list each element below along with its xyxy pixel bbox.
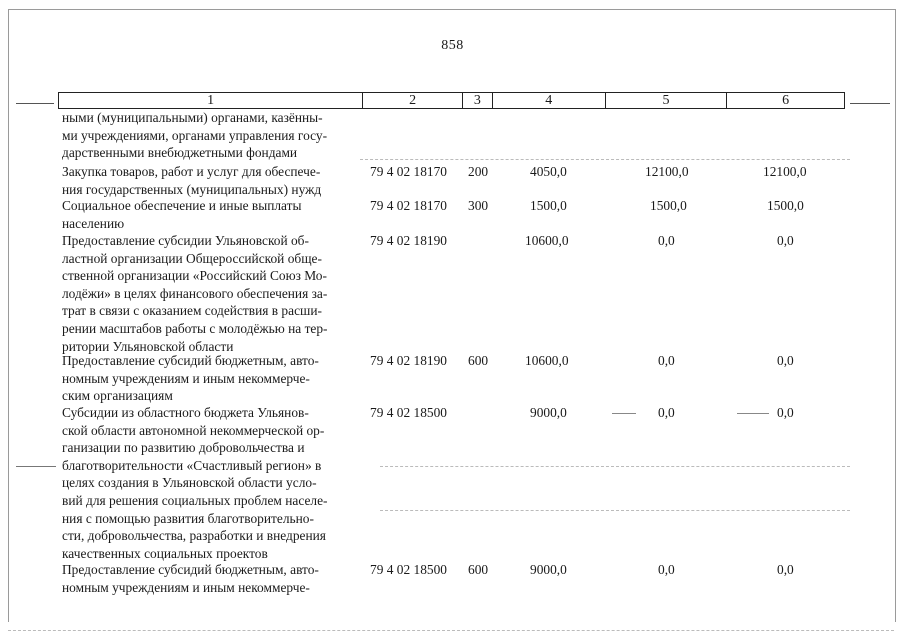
column-header-1: 1 (59, 93, 363, 108)
amount-col4: 9000,0 (530, 562, 567, 577)
table-row-description (62, 404, 359, 562)
amount-col4: 10600,0 (525, 353, 569, 368)
column-header-4: 4 (493, 93, 606, 108)
amount-col4: 9000,0 (530, 405, 567, 420)
scan-faint-rule (16, 466, 56, 468)
text-line: вий для решения социальных проблем населе- (62, 492, 328, 508)
amount-col6: 0,0 (777, 353, 794, 368)
scan-dash-mark (612, 413, 636, 414)
amount-col4: 4050,0 (530, 164, 567, 179)
target-article-code: 79 4 02 18500 (370, 405, 447, 420)
text-line: ритории Ульяновской области (62, 338, 234, 354)
text-line: Социальное обеспечение и иные выплаты (62, 198, 302, 213)
table-row-description (62, 109, 359, 162)
text-line: номным учреждениям и иным некоммерче- (62, 370, 310, 386)
amount-col5: 1500,0 (650, 198, 687, 213)
column-header-3: 3 (463, 93, 493, 108)
amount-col6: 12100,0 (763, 164, 807, 179)
text-line: ганизации по развитию добровольчества и (62, 440, 305, 456)
table-row-description (62, 163, 359, 198)
text-line: ской области автономной некоммерческой ор- (62, 422, 325, 438)
scan-faint-rule (8, 630, 894, 632)
text-line: качественных социальных проектов (62, 545, 268, 561)
target-article-code: 79 4 02 18170 (370, 164, 447, 179)
scan-faint-rule (380, 466, 850, 468)
amount-col4: 1500,0 (530, 198, 567, 213)
table-row-description (62, 561, 359, 596)
text-line: благотворительности «Счастливый регион» в (62, 457, 322, 473)
text-line: Предоставление субсидии Ульяновской об- (62, 233, 309, 248)
text-line: Предоставление субсидий бюджетным, авто- (62, 353, 319, 368)
target-article-code: 79 4 02 18500 (370, 562, 447, 577)
page-number: 858 (441, 38, 464, 53)
text-line: ными (муниципальными) органами, казённы- (62, 110, 323, 125)
expense-type-code: 600 (468, 562, 489, 577)
text-line: трат в связи с оказанием содействия в расши- (62, 303, 322, 319)
target-article-code: 79 4 02 18190 (370, 353, 447, 368)
amount-col4: 10600,0 (525, 233, 569, 248)
text-line: целях создания в Ульяновской области усло- (62, 475, 317, 491)
scan-faint-rule (380, 510, 850, 512)
text-line: дарственными внебюджетными фондами (62, 145, 298, 161)
amount-col6: 0,0 (777, 405, 794, 420)
amount-col5: 0,0 (658, 353, 675, 368)
amount-col6: 1500,0 (767, 198, 804, 213)
text-line: ственной организации «Российский Союз Мо- (62, 268, 327, 284)
column-header-6: 6 (782, 93, 790, 108)
amount-col5: 0,0 (658, 562, 675, 577)
text-line: населению (62, 215, 125, 231)
text-line: Закупка товаров, работ и услуг для обеспече- (62, 164, 321, 179)
amount-col5: 0,0 (658, 233, 675, 248)
text-line: номным учреждениям и иным некоммерче- (62, 579, 310, 595)
text-line: лодёжи» в целях финансового обеспечения за- (62, 285, 328, 301)
text-line: ским организациям (62, 388, 173, 404)
amount-col5: 0,0 (658, 405, 675, 420)
expense-type-code: 600 (468, 353, 489, 368)
text-line: ния с помощью развития благотворительно- (62, 510, 314, 526)
text-line: ластной организации Общероссийской обще- (62, 250, 322, 266)
table-row-description (62, 232, 359, 355)
table-row-description (62, 197, 359, 232)
text-line: рении масштабов работы с молодёжью на тер- (62, 320, 328, 336)
target-article-code: 79 4 02 18190 (370, 233, 447, 248)
scan-dash-mark (737, 413, 769, 414)
amount-col5: 12100,0 (645, 164, 689, 179)
amount-col6: 0,0 (777, 233, 794, 248)
text-line: сти, добровольчества, разработки и внедрения (62, 528, 326, 544)
column-header-2: 2 (363, 93, 463, 108)
expense-type-code: 300 (468, 198, 489, 213)
text-line: ния государственных (муниципальных) нужд (62, 181, 322, 197)
column-header-5: 5 (606, 93, 728, 108)
amount-col6: 0,0 (777, 562, 794, 577)
table-header-row (58, 92, 845, 109)
scan-faint-rule (360, 159, 850, 161)
table-row-description (62, 352, 359, 405)
text-line: Субсидии из областного бюджета Ульянов- (62, 405, 309, 420)
target-article-code: 79 4 02 18170 (370, 198, 447, 213)
margin-rule-right (850, 103, 890, 104)
text-line: ми учреждениями, органами управления госу- (62, 127, 328, 143)
margin-rule-left (16, 103, 54, 104)
text-line: Предоставление субсидий бюджетным, авто- (62, 562, 319, 577)
expense-type-code: 200 (468, 164, 489, 179)
